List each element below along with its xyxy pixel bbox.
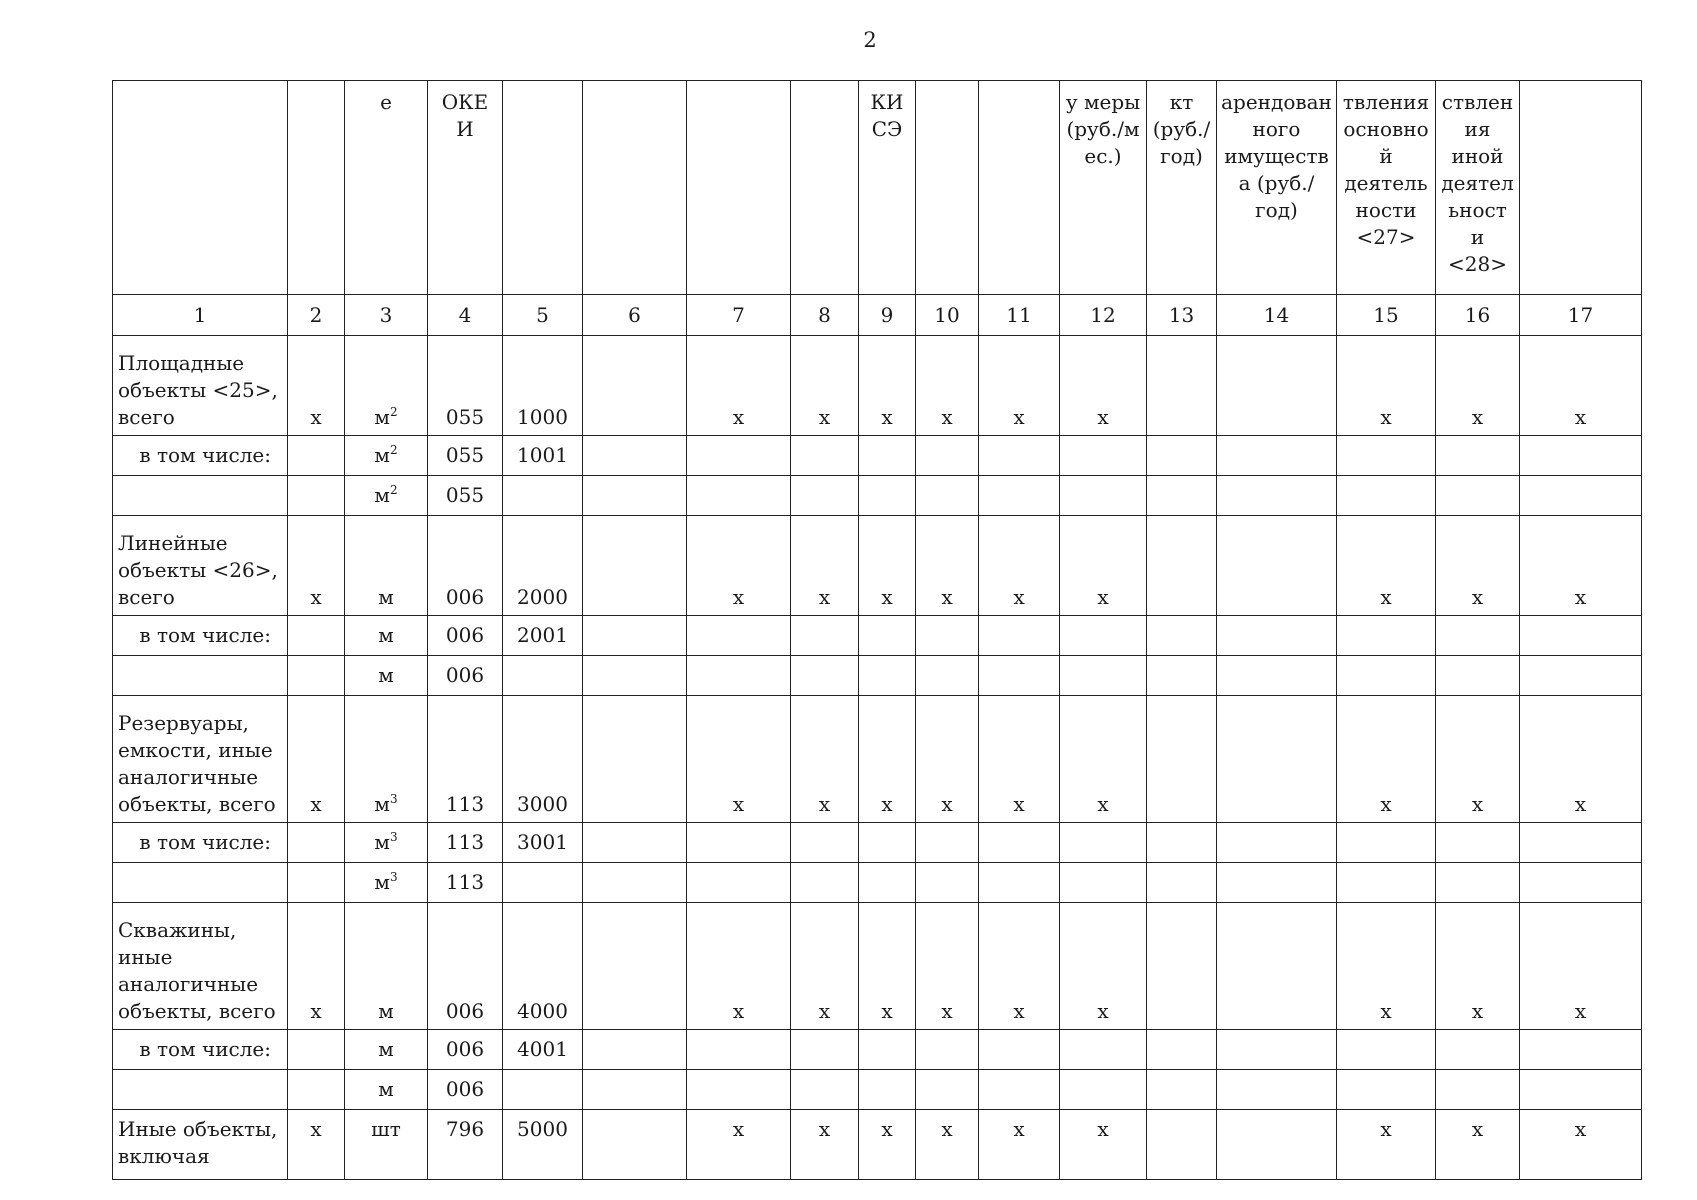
- column-number: 17: [1520, 295, 1642, 336]
- cell-col-6: [583, 1070, 687, 1110]
- header-cell: КИ СЭ: [859, 81, 916, 295]
- cell-col-14: [1217, 903, 1337, 1030]
- cell-col-17: х: [1520, 696, 1642, 823]
- cell-col-16: [1436, 616, 1520, 656]
- unit-cell: [345, 823, 428, 863]
- cell-col-17: х: [1520, 516, 1642, 616]
- header-cell: ствлен ия иной деятел ьност и <28>: [1436, 81, 1520, 295]
- unit-exponent: 2: [389, 443, 398, 457]
- header-cell: ОКЕ И: [428, 81, 503, 295]
- cell-col-12: [1060, 436, 1147, 476]
- unit-cell: [345, 656, 428, 696]
- unit-label: м: [378, 663, 394, 687]
- table-row: [113, 1030, 1642, 1070]
- column-number: 2: [288, 295, 345, 336]
- unit-label: м: [374, 443, 390, 467]
- cell-col-6: [583, 656, 687, 696]
- cell-col-12: [1060, 616, 1147, 656]
- unit-label: м: [378, 999, 394, 1023]
- okei-code: 055: [428, 476, 503, 516]
- cell-col-11: х: [979, 696, 1060, 823]
- cell-col-7: [687, 1030, 791, 1070]
- unit-cell: [345, 336, 428, 436]
- cell-col-16: х: [1436, 696, 1520, 823]
- cell-col-6: [583, 436, 687, 476]
- cell-col-15: х: [1337, 903, 1436, 1030]
- cell-col-14: [1217, 1070, 1337, 1110]
- column-number: 10: [916, 295, 979, 336]
- line-code: 1001: [503, 436, 583, 476]
- cell-col-10: х: [916, 516, 979, 616]
- table-row: [113, 616, 1642, 656]
- cell-col-16: х: [1436, 1110, 1520, 1180]
- cell-col-11: [979, 823, 1060, 863]
- cell-col-2: [288, 476, 345, 516]
- header-cell: [113, 81, 288, 295]
- cell-col-17: х: [1520, 903, 1642, 1030]
- unit-label: шт: [371, 1117, 401, 1141]
- table-row: [113, 823, 1642, 863]
- cell-col-14: [1217, 656, 1337, 696]
- cell-col-8: [791, 616, 859, 656]
- column-number: 9: [859, 295, 916, 336]
- okei-code: 055: [428, 436, 503, 476]
- column-number: 13: [1147, 295, 1217, 336]
- cell-col-13: [1147, 516, 1217, 616]
- cell-col-9: [859, 476, 916, 516]
- okei-code: 006: [428, 1070, 503, 1110]
- cell-col-2: [288, 1070, 345, 1110]
- cell-col-10: [916, 1070, 979, 1110]
- cell-col-7: х: [687, 903, 791, 1030]
- cell-col-8: [791, 1070, 859, 1110]
- row-name: [113, 656, 288, 696]
- cell-col-15: [1337, 1030, 1436, 1070]
- cell-col-7: х: [687, 696, 791, 823]
- header-cell: кт (руб./ год): [1147, 81, 1217, 295]
- cell-col-12: х: [1060, 696, 1147, 823]
- unit-cell: [345, 476, 428, 516]
- cell-col-17: [1520, 436, 1642, 476]
- cell-col-12: х: [1060, 903, 1147, 1030]
- cell-col-15: [1337, 823, 1436, 863]
- cell-col-6: [583, 863, 687, 903]
- cell-col-11: [979, 1030, 1060, 1070]
- unit-label: м: [374, 830, 390, 854]
- cell-col-17: [1520, 656, 1642, 696]
- unit-label: м: [378, 585, 394, 609]
- cell-col-2: [288, 656, 345, 696]
- cell-col-12: [1060, 656, 1147, 696]
- cell-col-7: [687, 616, 791, 656]
- header-cell: [1520, 81, 1642, 295]
- cell-col-9: х: [859, 903, 916, 1030]
- cell-col-14: [1217, 1030, 1337, 1070]
- cell-col-11: [979, 616, 1060, 656]
- cell-col-16: [1436, 1030, 1520, 1070]
- cell-col-2: [288, 823, 345, 863]
- cell-col-14: [1217, 823, 1337, 863]
- okei-code: 113: [428, 823, 503, 863]
- unit-label: м: [378, 1037, 394, 1061]
- line-code: 4001: [503, 1030, 583, 1070]
- unit-cell: [345, 1030, 428, 1070]
- cell-col-11: х: [979, 336, 1060, 436]
- cell-col-9: [859, 656, 916, 696]
- cell-col-6: [583, 696, 687, 823]
- cell-col-15: [1337, 436, 1436, 476]
- header-cell: арендован ного имуществ а (руб./год): [1217, 81, 1337, 295]
- line-code: 2000: [503, 516, 583, 616]
- cell-col-13: [1147, 696, 1217, 823]
- row-name: в том числе:: [113, 436, 288, 476]
- cell-col-9: [859, 436, 916, 476]
- cell-col-15: [1337, 616, 1436, 656]
- cell-col-14: [1217, 616, 1337, 656]
- okei-code: 796: [428, 1110, 503, 1180]
- cell-col-15: [1337, 476, 1436, 516]
- cell-col-10: [916, 863, 979, 903]
- cell-col-13: [1147, 1110, 1217, 1180]
- table-row: [113, 656, 1642, 696]
- unit-label: м: [378, 1077, 394, 1101]
- column-number: 12: [1060, 295, 1147, 336]
- cell-col-15: [1337, 1070, 1436, 1110]
- cell-col-15: х: [1337, 516, 1436, 616]
- cell-col-17: [1520, 1070, 1642, 1110]
- cell-col-11: [979, 1070, 1060, 1110]
- cell-col-2: [288, 1030, 345, 1070]
- row-name: в том числе:: [113, 823, 288, 863]
- row-name: Скважины, иные аналогичные объекты, всего: [113, 903, 288, 1030]
- cell-col-2: х: [288, 516, 345, 616]
- cell-col-13: [1147, 903, 1217, 1030]
- cell-col-15: [1337, 656, 1436, 696]
- okei-code: 006: [428, 903, 503, 1030]
- cell-col-10: х: [916, 1110, 979, 1180]
- column-number: 6: [583, 295, 687, 336]
- header-cell: [979, 81, 1060, 295]
- cell-col-7: х: [687, 336, 791, 436]
- cell-col-17: [1520, 616, 1642, 656]
- cell-col-17: [1520, 823, 1642, 863]
- cell-col-15: х: [1337, 1110, 1436, 1180]
- column-number: 11: [979, 295, 1060, 336]
- cell-col-12: [1060, 1030, 1147, 1070]
- unit-cell: [345, 1110, 428, 1180]
- line-code: [503, 863, 583, 903]
- unit-exponent: 2: [389, 405, 398, 419]
- unit-exponent: 3: [389, 830, 398, 844]
- cell-col-6: [583, 616, 687, 656]
- column-number-row: [113, 295, 1642, 336]
- header-row: [113, 81, 1642, 295]
- line-code: [503, 656, 583, 696]
- line-code: 2001: [503, 616, 583, 656]
- header-cell: у меры (руб./м ес.): [1060, 81, 1147, 295]
- cell-col-6: [583, 476, 687, 516]
- okei-code: 006: [428, 1030, 503, 1070]
- unit-cell: [345, 863, 428, 903]
- column-number: 3: [345, 295, 428, 336]
- row-name: Линейные объекты <26>, всего: [113, 516, 288, 616]
- cell-col-8: х: [791, 903, 859, 1030]
- row-name: в том числе:: [113, 1030, 288, 1070]
- header-cell: [687, 81, 791, 295]
- cell-col-16: х: [1436, 516, 1520, 616]
- table-row: [113, 476, 1642, 516]
- unit-cell: [345, 1070, 428, 1110]
- cell-col-8: х: [791, 336, 859, 436]
- cell-col-9: [859, 616, 916, 656]
- okei-code: 006: [428, 516, 503, 616]
- cell-col-9: [859, 863, 916, 903]
- column-number: 14: [1217, 295, 1337, 336]
- cell-col-7: х: [687, 1110, 791, 1180]
- cell-col-7: [687, 656, 791, 696]
- cell-col-8: х: [791, 696, 859, 823]
- cell-col-7: [687, 436, 791, 476]
- cell-col-10: [916, 476, 979, 516]
- cell-col-12: х: [1060, 1110, 1147, 1180]
- column-number: 8: [791, 295, 859, 336]
- cell-col-13: [1147, 656, 1217, 696]
- cell-col-14: [1217, 436, 1337, 476]
- column-number: 7: [687, 295, 791, 336]
- unit-exponent: 2: [389, 483, 398, 497]
- cell-col-6: [583, 336, 687, 436]
- header-cell: [503, 81, 583, 295]
- column-number: 15: [1337, 295, 1436, 336]
- cell-col-13: [1147, 476, 1217, 516]
- cell-col-2: х: [288, 696, 345, 823]
- okei-code: 055: [428, 336, 503, 436]
- header-cell: [916, 81, 979, 295]
- header-cell: е: [345, 81, 428, 295]
- row-name: Площадные объекты <25>, всего: [113, 336, 288, 436]
- cell-col-9: х: [859, 696, 916, 823]
- cell-col-13: [1147, 436, 1217, 476]
- cell-col-12: [1060, 863, 1147, 903]
- cell-col-2: [288, 616, 345, 656]
- cell-col-17: [1520, 863, 1642, 903]
- header-cell: [791, 81, 859, 295]
- table-row: [113, 696, 1642, 823]
- cell-col-2: х: [288, 903, 345, 1030]
- cell-col-11: х: [979, 903, 1060, 1030]
- column-number: 5: [503, 295, 583, 336]
- cell-col-8: [791, 476, 859, 516]
- cell-col-6: [583, 823, 687, 863]
- unit-cell: [345, 696, 428, 823]
- cell-col-12: [1060, 1070, 1147, 1110]
- cell-col-17: х: [1520, 336, 1642, 436]
- cell-col-14: [1217, 516, 1337, 616]
- report-table: [112, 80, 1642, 1180]
- unit-cell: [345, 903, 428, 1030]
- unit-label: м: [374, 483, 390, 507]
- cell-col-16: [1436, 476, 1520, 516]
- cell-col-2: х: [288, 336, 345, 436]
- line-code: 3000: [503, 696, 583, 823]
- line-code: [503, 1070, 583, 1110]
- row-name: Иные объекты, включая: [113, 1110, 288, 1180]
- cell-col-9: х: [859, 1110, 916, 1180]
- line-code: [503, 476, 583, 516]
- cell-col-10: [916, 1030, 979, 1070]
- row-name: [113, 476, 288, 516]
- page-number: 2: [863, 28, 877, 52]
- line-code: 5000: [503, 1110, 583, 1180]
- okei-code: 113: [428, 696, 503, 823]
- cell-col-10: [916, 616, 979, 656]
- cell-col-6: [583, 516, 687, 616]
- unit-label: м: [378, 623, 394, 647]
- cell-col-15: х: [1337, 336, 1436, 436]
- unit-label: м: [374, 792, 390, 816]
- cell-col-11: [979, 656, 1060, 696]
- cell-col-2: [288, 863, 345, 903]
- unit-cell: [345, 616, 428, 656]
- cell-col-10: х: [916, 696, 979, 823]
- cell-col-15: х: [1337, 696, 1436, 823]
- unit-exponent: 3: [389, 792, 398, 806]
- cell-col-11: х: [979, 516, 1060, 616]
- cell-col-6: [583, 1110, 687, 1180]
- cell-col-16: [1436, 823, 1520, 863]
- okei-code: 006: [428, 616, 503, 656]
- table-row: [113, 863, 1642, 903]
- cell-col-6: [583, 1030, 687, 1070]
- column-number: 4: [428, 295, 503, 336]
- cell-col-17: [1520, 476, 1642, 516]
- cell-col-8: [791, 436, 859, 476]
- unit-label: м: [374, 870, 390, 894]
- cell-col-7: [687, 823, 791, 863]
- cell-col-14: [1217, 1110, 1337, 1180]
- cell-col-13: [1147, 1070, 1217, 1110]
- cell-col-16: [1436, 863, 1520, 903]
- cell-col-8: [791, 823, 859, 863]
- row-name: Резервуары, емкости, иные аналогичные объекты, всего: [113, 696, 288, 823]
- cell-col-13: [1147, 823, 1217, 863]
- header-cell: [288, 81, 345, 295]
- cell-col-16: х: [1436, 903, 1520, 1030]
- cell-col-9: [859, 1070, 916, 1110]
- cell-col-11: [979, 863, 1060, 903]
- table-row: [113, 336, 1642, 436]
- okei-code: 006: [428, 656, 503, 696]
- cell-col-8: х: [791, 516, 859, 616]
- cell-col-11: [979, 436, 1060, 476]
- line-code: 4000: [503, 903, 583, 1030]
- cell-col-13: [1147, 336, 1217, 436]
- row-name: [113, 863, 288, 903]
- cell-col-11: [979, 476, 1060, 516]
- cell-col-10: х: [916, 903, 979, 1030]
- table-row: [113, 903, 1642, 1030]
- line-code: 1000: [503, 336, 583, 436]
- cell-col-16: [1436, 1070, 1520, 1110]
- cell-col-17: [1520, 1030, 1642, 1070]
- okei-code: 113: [428, 863, 503, 903]
- cell-col-12: [1060, 476, 1147, 516]
- header-cell: [583, 81, 687, 295]
- cell-col-16: [1436, 436, 1520, 476]
- cell-col-9: [859, 823, 916, 863]
- unit-label: м: [374, 405, 390, 429]
- cell-col-14: [1217, 476, 1337, 516]
- line-code: 3001: [503, 823, 583, 863]
- cell-col-16: х: [1436, 336, 1520, 436]
- unit-cell: [345, 516, 428, 616]
- table-row: [113, 1110, 1642, 1180]
- cell-col-7: х: [687, 516, 791, 616]
- unit-cell: [345, 436, 428, 476]
- cell-col-10: [916, 656, 979, 696]
- cell-col-8: [791, 1030, 859, 1070]
- column-number: 16: [1436, 295, 1520, 336]
- cell-col-16: [1436, 656, 1520, 696]
- cell-col-7: [687, 476, 791, 516]
- cell-col-13: [1147, 616, 1217, 656]
- row-name: [113, 1070, 288, 1110]
- cell-col-11: х: [979, 1110, 1060, 1180]
- cell-col-15: [1337, 863, 1436, 903]
- cell-col-12: х: [1060, 336, 1147, 436]
- cell-col-9: х: [859, 336, 916, 436]
- cell-col-2: х: [288, 1110, 345, 1180]
- cell-col-9: [859, 1030, 916, 1070]
- cell-col-2: [288, 436, 345, 476]
- cell-col-7: [687, 1070, 791, 1110]
- cell-col-9: х: [859, 516, 916, 616]
- cell-col-8: [791, 656, 859, 696]
- cell-col-8: [791, 863, 859, 903]
- cell-col-10: х: [916, 336, 979, 436]
- cell-col-7: [687, 863, 791, 903]
- cell-col-14: [1217, 863, 1337, 903]
- cell-col-14: [1217, 696, 1337, 823]
- cell-col-17: х: [1520, 1110, 1642, 1180]
- cell-col-6: [583, 903, 687, 1030]
- column-number: 1: [113, 295, 288, 336]
- table-row: [113, 516, 1642, 616]
- cell-col-10: [916, 823, 979, 863]
- cell-col-13: [1147, 863, 1217, 903]
- header-cell: твления основно й деятель ности <27>: [1337, 81, 1436, 295]
- unit-exponent: 3: [389, 870, 398, 884]
- table-row: [113, 436, 1642, 476]
- table-row: [113, 1070, 1642, 1110]
- row-name: в том числе:: [113, 616, 288, 656]
- cell-col-12: [1060, 823, 1147, 863]
- cell-col-14: [1217, 336, 1337, 436]
- cell-col-8: х: [791, 1110, 859, 1180]
- cell-col-13: [1147, 1030, 1217, 1070]
- cell-col-12: х: [1060, 516, 1147, 616]
- cell-col-10: [916, 436, 979, 476]
